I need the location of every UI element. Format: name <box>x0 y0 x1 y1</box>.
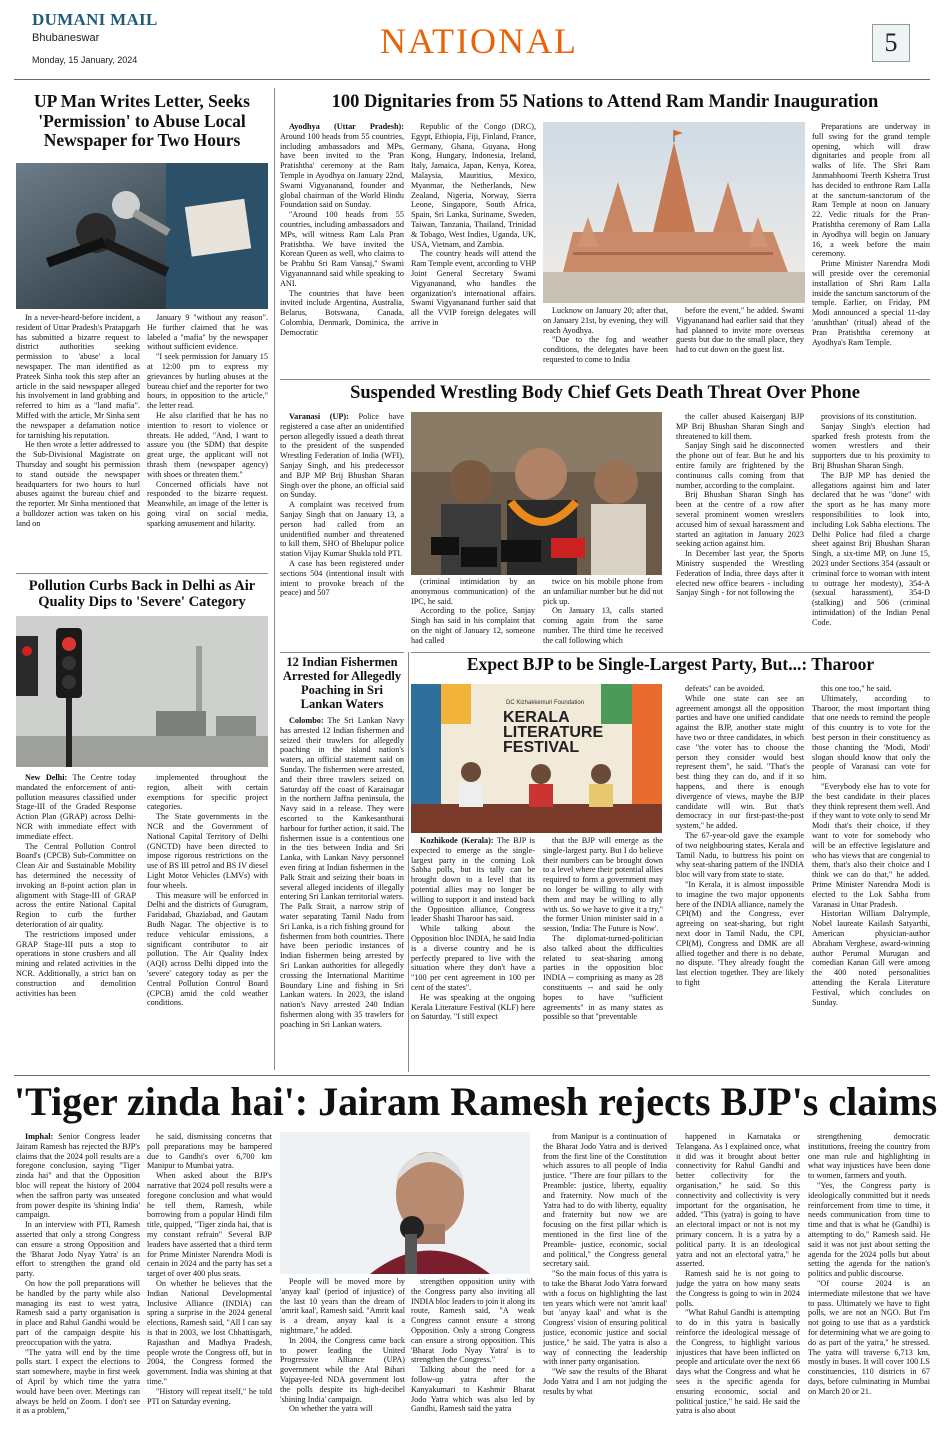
photo-brij-bhushan-media <box>411 412 662 575</box>
text: The Sri Lankan Navy has arrested 12 Indian fishermen and seized their trawlers for allegedly poaching in the island nation's waters, an official statement said on Sunday. The fishermen were arrested, and their three trawlers seized on Saturday off the coast of Karainagar in the northern Jaffna peninsula, the Navy said in a release. They were escorted to the Kankesanthurai harbour for further action, it said. The fishermen issue is a contentious one in the ties between India and Sri Lanka, with Lankan Navy personnel even firing at Indian fishermen in the Palk Strait and seizing their boats in several alleged incidents of illegally entering Sri Lankan territorial waters. The Palk Strait, a narrow strip of water separating Tamil Nadu from Sri Lanka, is a rich fishing ground for fishermen from both countries. There have been periodic instances of Indian fishermen being arrested by Sri Lankan authorities for allegedly crossing the International Maritime Boundary Line and fishing in Sri Lankan waters. In 2023, the island nation's Navy arrested 240 Indian fishermen along with 35 trawlers for poaching in Sri Lankan waters. <box>280 716 404 1029</box>
paragraph: strengthening democratic institutions, freeing the country from one man rule and highlighting in what way injustices have been done to women, farmers and youth. <box>808 1132 930 1181</box>
paragraph: happened in Karnataka or Telangana. As I explained once, what it did was it brought about better connectivity for Rahul Gandhi and better collectivity for the organisation," he said. So this connectivity and collectivity is very important for the organisation, he added. "This (yatra) is going to have an electoral impact or not is not my primary concern. It is a yatra by a political party. It is an ideological yatra and not an electoral yatra," he asserted. <box>676 1132 800 1269</box>
dateline: New Delhi: <box>25 773 68 782</box>
headline-fishermen: 12 Indian Fishermen Arrested for Allegedly Poaching in Sri Lankan Waters <box>282 655 402 711</box>
paragraph: While one state can see an agreement amongst all the opposition parties and have one unified candidate against the BJP, another state might have two or three candidates, in which case "the voter has to choose the person they consider would best represent them", he said. "That's the best thing they can do, and if it so happens, and there is enough divergence of views, maybe the BJP candidate will win. But that's democracy in our first-past-the-post system," he added. <box>676 693 804 831</box>
paragraph <box>16 773 136 842</box>
tharoor-column-1 <box>411 836 535 1072</box>
wrestling-column-2 <box>411 577 535 650</box>
paragraph <box>280 412 404 500</box>
paragraph: Historian William Dalrymple, Nobel laureate Kailash Satyarthi, American physician-author Abraham Verghese, award-winning author Perumal Murugan and comedian Kanan Gill were among the 400 noted personalities attending the Kerala Literature Festival, which concludes on Sunday. <box>812 909 930 1007</box>
paragraph: According to the police, Sanjay Singh has said in his complaint that on the night of January 12, someone had called <box>411 606 535 645</box>
paragraph: On January 13, calls started coming again from the same number. The third time he received the call following which <box>543 606 663 645</box>
paragraph: "So the main focus of this yatra is to take the Bharat Jodo Yatra forward with a focus on highlighting the last ten years which were not 'amrit kaal' but 'anyay kaal' and what is the Congress' vision of ensuring political justice, economic justice and social justice," he said. The yatra is also a way of connecting the leadership with inner party organisation. <box>543 1269 667 1367</box>
page-number: 5 <box>872 24 910 62</box>
paragraph: The State governments in the NCR and the Government of National Capital Territory of Delhi (GNCTD) have been directed to impose rigorous restrictions on the use of BS III petrol and BS IV diesel Light Motor Vehicles (LMVs) with four wheels. <box>147 812 268 890</box>
paragraph: Preparations are underway in full swing for the grand temple opening, which will draw dignitaries and people from all walks of life. The Shri Ram Janmabhoomi Teerth Kshetra Trust has decided to enthrone Ram Lalla at the sanctum-sanctorum of the Ram Temple at noon on January 22. Vedic rituals for the Pran-Pratishtha ceremony of Ram Lalla in Ayodhya will begin on January 16, a week before the main ceremony. <box>812 122 930 259</box>
paragraph: "The yatra will end by the time polls start. I expect the elections to start somewhere, maybe in first week of April by which time the yatra would have been over. Meetings can always be held on Zoom. I don't see it as a problem," <box>16 1347 140 1416</box>
text: Police have registered a case after an unidentified person allegedly issued a death threat to the president of the suspended Wrestling Federation of India (WFI), Sanjay Singh, and his predecessor and BJP MP Brij Bhushan Sharan Singh over the phone, an official said on Sunday. <box>280 412 404 500</box>
wrestling-column-5 <box>812 412 930 650</box>
jairam-column-3 <box>280 1277 405 1442</box>
paragraph: In an interview with PTI, Ramesh asserted that only a strong Congress can ensure a strong Opposition and the 'Bharat Jodo Nyay Yatra' is an effort to strengthen the grand old party. <box>16 1220 140 1279</box>
paragraph: This measure will be enforced in Delhi and the districts of Gurugram, Faridabad, Ghaziabad, and Gautam Budh Nagar. The objective is to reduce vehicular emissions, a significant contributor to air pollution. The Air Quality Index (AQI) across Delhi dipped into the 'severe' category today as per the Central Pollution Control Board (CPCB) amid the cold weather conditions. <box>147 890 268 1008</box>
paragraph <box>280 122 404 210</box>
ram-column-5 <box>812 122 930 376</box>
paragraph: The restrictions imposed under GRAP Stage-III puts a stop to operations in stone crushers and all mining and related activities in the NCR. Additionally, a strict ban on construction and demolition activities has been <box>16 929 136 998</box>
paragraph: (criminal intimidation by an anonymous communication) of the IPC, he said. <box>411 577 535 606</box>
headline-jairam-ramesh: 'Tiger zinda hai': Jairam Ramesh rejects BJP's claims <box>14 1079 938 1124</box>
dateline: Kozhikode (Kerala): <box>420 836 494 845</box>
headline-up-man: UP Man Writes Letter, Seeks 'Permission' to Abuse Local Newspaper for Two Hours <box>34 91 250 151</box>
paragraph: In 2004, the Congress came back to power leading the United Progressive Alliance (UPA) government while the Atal Bihari Vajpayee-led NDA government lost the polls despite its high-decibel 'shining India' campaign. <box>280 1335 405 1404</box>
paragraph <box>280 716 404 1030</box>
paragraph <box>16 1132 140 1220</box>
divider <box>16 573 268 574</box>
paragraph: The 67-year-old gave the example of two neighbouring states, Kerala and Tamil Nadu, to buttress his point on why seat-sharing pattern of the INDIA bloc will vary from state to state. <box>676 830 804 880</box>
pollution-column-1 <box>16 773 136 1073</box>
paragraph: People will be moved more by 'anyay kaal' (period of injustice) of the last 10 years than the dream of 'amrit kaal', Ramesh said. "Amrit kaal is a dream, anyay kaal is a nightmare," he added. <box>280 1277 405 1335</box>
paragraph: Prime Minister Narendra Modi will preside over the ceremonial installation of Shri Ram Lalla inside the sanctum sanctorum of the temple. Earlier, on Friday, PM Modi announced a special 11-day 'anushthan' (ritual) ahead of the Pran Pratishtha ceremony at Ayodhya's Ram Temple. <box>812 259 930 347</box>
paragraph: the caller abused Kaiserganj BJP MP Brij Bhushan Sharan Singh and threatened to kill them. <box>676 412 804 441</box>
paragraph: Concerned officials have not responded to the bizarre request. Meanwhile, an image of the letter is going viral on social media, sparking amusement and hilarity. <box>147 479 268 528</box>
paragraph: Republic of the Congo (DRC), Egypt, Ethiopia, Fiji, Finland, France, Germany, Ghana, Guyana, Hong Kong, Hungary, Indonesia, Ireland, Italy, Jamaica, Japan, Kenya, Korea, Malaysia, Mauritius, Mexico, Myanmar, the Netherlands, New Zealand, Nigeria, Norway, Sierra Leone, Singapore, South Africa, Spain, Sri Lanka, Suriname, Sweden, Taiwan, Tanzania, Thailand, Trinidad & Tobago, West Indies, Uganda, UK, USA, Vietnam, and Zambia. <box>411 122 536 249</box>
fishermen-body <box>280 716 404 1072</box>
paragraph: Lucknow on January 20; after that, on January 21st, by evening, they will reach Ayodhya. <box>543 306 668 335</box>
wrestling-column-1 <box>280 412 404 650</box>
divider <box>280 652 404 653</box>
festival-title-line: FESTIVAL <box>503 739 580 756</box>
text: Around 100 heads from 55 countries, including ambassadors and MPs, have been invited to the 'Pran Pratishtha' ceremony at the Ram Temple in Ayodhya on January 22nd, Swami Vigyananand, founder and global chairman of the World Hindu Foundation said on Sunday. <box>280 131 404 210</box>
paragraph: "What Rahul Gandhi is attempting to do in this yatra is basically reinforce the ideological message of the Congress, to highlight various injustices that have been inflicted on people and articulate over the next 66 days what the Congress and what he sees is the specific agenda for ensuring economic, social and political justice," he said. He said the yatra is also about <box>676 1308 800 1416</box>
paragraph: Ramesh said he is not going to judge the yatra on how many seats the Congress is going to win in 2024 polls. <box>676 1269 800 1308</box>
wrestling-column-3 <box>543 577 663 650</box>
photo-reporters-microphones <box>16 163 268 309</box>
paragraph: The diplomat-turned-politician also talked about the difficulties related to seat-sharing among parties in the opposition bloc INDIA -- comprising as many as 28 constituents -- and said he only hopes to have "sufficient agreements" in as many states as possible so that "preventable <box>543 933 663 1022</box>
paragraph: When asked about the BJP's narrative that 2024 poll results were a foregone conclusion and what would he tell them, Ramesh, while borrowing from a popular Hindi film title, quipped, "Tiger zinda hai, that is my constant refrain" Several BJP leaders have asserted that a third term for Prime Minister Narendra Modi is certain in 2024 and the party has set a target of over 400 plus seats. <box>147 1171 272 1279</box>
paragraph: "Everybody else has to vote for the best candidate in their places they think represent them well. And if they want to vote only to send Mr Modi that's their choice, if they want to vote for somebody who will be an effective legislature and who has views that are congenial to them, that's also their choice and I think we can do that," he added. Prime Minister Narendra Modi is elected to the Lok Sabha from Varanasi in Uttar Pradesh. <box>812 781 930 909</box>
jairam-column-4 <box>411 1277 535 1442</box>
paragraph: "Around 100 heads from 55 countries, including ambassadors and MPs, will witness Ram Lala Pran Pratishtha. We have invited the Korean Queen as well, who claims to be Prabhu Sri Ram Vansaj," Swami Vigyanannand said while speaking to ANI. <box>280 210 404 288</box>
paragraph: "We saw the results of the Bharat Jodo Yatra and I am not judging the results by what <box>543 1367 667 1396</box>
text: The BJP is expected to emerge as the single-largest party in the coming Lok Sabha polls, but its tally can be brought down to a level that its potential allies may no longer be willing to support it and instead back the Opposition alliance, Congress leader Shashi Tharoor has said. <box>411 836 535 924</box>
paragraph: from Manipur is a continuation of the Bharat Jodo Yatra and is derived from the first line of the Constitution which assures to all people of India justice. "There are four pillars to the Preamble: justice, liberty, equality and fraternity. Now much of the Yatra had to do with liberty, equality and fraternity but now we are focusing on the first pillar which is mentioned in the first line of the Preamble- justice, economic, social and political," the Congress general secretary said. <box>543 1132 667 1269</box>
up-man-column-2 <box>147 313 268 575</box>
photo-kerala-literature-festival <box>411 684 662 833</box>
tharoor-column-3 <box>676 684 804 1072</box>
paragraph: before the event," he added. Swami Vigyananand had earlier said that they had planned to invite more overseas guests but due to the small place, they had to cut down on the guest list. <box>676 306 804 355</box>
jairam-column-5 <box>543 1132 667 1442</box>
paragraph: He was speaking at the ongoing Kerala Literature Festival (KLF) here on Saturday. "I still expect <box>411 992 535 1022</box>
paragraph: On whether the yatra will <box>289 1404 373 1414</box>
paragraph: "In Kerala, it is almost impossible to imagine the two major opponents here of the INDIA alliance, namely the CPI(M) and the Congress, ever agreeing on seat-sharing, but right next door in Tamil Nadu, the CPI, CPI(M), Congress and DMK are all allied together and there is no debate, no dispute. 'They already fought the last election together. They are likely to fight <box>676 879 804 987</box>
headline-wrestling: Suspended Wrestling Body Chief Gets Death Threat Over Phone <box>350 383 860 403</box>
paragraph: While talking about the Opposition bloc INDIA, he said India is a diverse country and he is perfectly prepared to live with the situation where they don't have a "100 per cent agreement in 100 per cent of the states". <box>411 924 535 992</box>
paragraph: Ultimately, according to Tharoor, the most important thing that one needs to remind the people of this country is to vote for the best person in their constituency as those chanting the 'Modi, Modi' slogan should know that only the people of Varanasi can vote for him. <box>812 693 930 782</box>
text: The Centre today mandated the enforcement of anti-pollution measures classified under Stage-III of the Graded Response Action Plan (GRAP) across Delhi-NCR with immediate effect with immediate effect. <box>16 773 136 841</box>
issue-date: Monday, 15 January, 2024 <box>32 55 138 65</box>
paragraph: Sanjay Singh's election had sparked fresh protests from the women wrestlers and their supporters due to his proximity to Brij Bhushan Sharan Singh. <box>812 421 930 470</box>
paragraph: defeats" can be avoided. <box>685 684 765 693</box>
paragraph: twice on his mobile phone from an unfamiliar number but he did not pick up. <box>543 577 663 606</box>
dateline: Ayodhya (Uttar Pradesh): <box>289 122 404 131</box>
paragraph: The countries that have been invited include Argentina, Australia, Belarus, Botswana, Canada, Colombia, Denmark, Dominica, the Democratic <box>280 288 404 337</box>
festival-title <box>503 710 603 755</box>
tharoor-column-2 <box>543 836 663 1072</box>
paragraph: "History will repeat itself," he told PTI on Saturday evening. <box>147 1386 272 1406</box>
photo-ram-temple <box>543 122 805 303</box>
wrestling-column-4 <box>676 412 804 650</box>
dateline: Colombo: <box>289 716 324 725</box>
newspaper-city: Bhubaneswar <box>32 32 100 44</box>
tharoor-column-4 <box>812 684 930 1072</box>
paragraph: The country heads will attend the Ram Temple event, according to VHP Joint General Secretary Swami Vigyananand, who handles the organization's international affairs. Swami Vigyananand further said that all the VVIP foreign delegates will arrive in <box>411 249 536 327</box>
text: Senior Congress leader Jairam Ramesh has rejected the BJP's claims that the 2024 poll results are a foregone conclusion, saying "Tiger zinda hai" and that the Opposition bloc will repeat the history of 2004 when the saffron party was unseated from power despite its 'shining India' campaign. <box>16 1132 140 1220</box>
section-title: NATIONAL <box>380 21 578 61</box>
paragraph: A case has been registered under sections 504 (intentional insult with intent to provoke breach of the peace) and 507 <box>280 558 404 598</box>
paragraph: In a never-heard-before incident, a resident of Uttar Pradesh's Pratapgarh has submitted a bizarre request to district authorities seeking permission to 'abuse' a local newspaper. The man identified as Prateek Sinha took this step after an article in the said newspaper alleged his involvement in land grabbing and referred to him as a "land mafia". Miffed with the article, Mr Sinha sent the newspaper a defamation notice for tarnishing his reputation. <box>16 313 140 440</box>
paragraph: Brij Bhushan Sharan Singh has been at the centre of a row after several prominent women wrestlers accused him of sexual harassment and started an agitation in January 2023 seeking action against him. <box>676 490 804 549</box>
divider <box>280 379 930 380</box>
paragraph: In December last year, the Sports Ministry suspended the Wrestling Federation of India, three days after it elected new office bearers - including Sanjay Singh - for not following the <box>676 549 804 598</box>
ram-column-2 <box>411 122 536 376</box>
paragraph: He then wrote a letter addressed to the Sub-Divisional Magistrate on Thursday and sought his permission to stand outside the newspaper headquarters for two hours to hurl abuses against the bureau chief and the reporter. Mr Sinha mentioned that a bulldozer action was taken on his land on <box>16 440 140 528</box>
ram-column-1 <box>280 122 404 376</box>
paragraph: this one too," he said. <box>821 684 892 693</box>
paragraph: The BJP MP has denied the allegations against him and later declared that he was "done" with the sport as he has many more responsibilities to look into, including Lok Sabha elections. The Delhi Police had filed a charge sheet against Brij Bhushan Sharan Singh, a six-time MP, on June 15, 2023 under Sections 354 (assault or criminal force to woman with intent to outrage her modesty), 354-A (sexual harassment), 354-D (stalking) and 506 (criminal intimidation) of the Indian Penal Code. <box>812 470 930 627</box>
paragraph: implemented throughout the region, albeit with certain exemptions for specific project categories. <box>147 773 268 812</box>
paragraph: Sanjay Singh said he disconnected the phone out of fear. But he and his entire family are frightened by the continuous calls coming from that number, according to the complaint. <box>676 441 804 490</box>
jairam-column-2 <box>147 1132 272 1442</box>
column-rule <box>274 88 275 1070</box>
festival-sponsor: DC Kizhakkemuri Foundation <box>506 700 585 706</box>
paragraph: "Yes, the Congress party is ideologically committed but it needs reinforcement from time to time, it needs communication from time to time and that is what he (Gandhi) is attempting to do," Ramesh said. He said it was not just about setting the agenda for the 2024 polls but about setting the agenda for the nation's politics and public discourse. <box>808 1180 930 1279</box>
headline-ram-mandir: 100 Dignitaries from 55 Nations to Attend Ram Mandir Inauguration <box>331 92 879 112</box>
ram-column-4 <box>676 306 804 376</box>
festival-title-line: LITERATURE <box>503 724 604 741</box>
paragraph: On whether he believes that the Indian National Developmental Inclusive Alliance (INDIA) can spring a surprise in the 2024 general elections, Ramesh said, "All I can say is that in 2003, we lost Chhattisgarh, Rajasthan and Madhya Pradesh, people wrote the Congress off, but in 2004, the Congress formed the government. India was shining at that time." <box>147 1278 272 1386</box>
masthead-rule <box>14 79 930 80</box>
dateline: Imphal: <box>25 1132 54 1141</box>
divider <box>14 1075 930 1076</box>
paragraph: provisions of its constitution. <box>821 412 917 421</box>
paragraph: The Central Pollution Control Board's (CPCB) Sub-Committee on Clean Air and Sustainable Mobility has determined the necessity of invoking an 8-point action plan in alignment with Stage-III of GRAP across the entire National Capital Region to curb the further deterioration of air quality. <box>16 841 136 929</box>
jairam-column-7 <box>808 1132 930 1442</box>
paragraph: Talking about the need for a follow-up yatra after the Kanyakumari to Kashmir Bharat Jodo Yatra which was also led by Gandhi, Ramesh said the yatra <box>411 1365 535 1414</box>
jairam-column-6 <box>676 1132 800 1442</box>
paragraph: January 9 "without any reason". He further claimed that he was labeled a "mafia" by the newspaper without sufficient evidence. <box>147 313 268 352</box>
jairam-column-1 <box>16 1132 140 1442</box>
festival-title-line: KERALA <box>503 709 570 726</box>
paragraph: he said, dismissing concerns that poll preparations may be hampered due to Gandhi's over 6,700 km Manipur to Mumbai yatra. <box>147 1132 272 1171</box>
newspaper-name: DUMANI MAIL <box>32 10 158 29</box>
paragraph: "I seek permission for January 15 at 12:00 pm to express my grievances by hurling abuses at the bureau chief and the reporter for two hours, in opposition to the article," the letter read. <box>147 352 268 411</box>
ram-column-3 <box>543 306 668 376</box>
paragraph <box>411 836 535 924</box>
dateline: Varanasi (UP): <box>289 412 349 421</box>
paragraph: He also clarified that he has no intention to resort to violence or threats. He added, "And, I want to assure you (the SDM) that despite great urge, the applicant will not thrash them (newspaper agency) with shoes or threaten them." <box>147 410 268 479</box>
paragraph: "Due to the fog and weather conditions, the delegates have been requested to come to India <box>543 335 668 364</box>
headline-pollution: Pollution Curbs Back in Delhi as Air Quality Dips to 'Severe' Category <box>28 578 256 611</box>
headline-tharoor: Expect BJP to be Single-Largest Party, But...: Tharoor <box>466 654 875 674</box>
paragraph: strengthen opposition unity with the Congress party also inviting all INDIA bloc leaders to join it along its route, Ramesh said, "A weak Congress cannot ensure a strong Opposition. Only a strong Congress can ensure a strong opposition. This 'Bharat Jodo Nyay Yatra' is to strengthen the Congress." <box>411 1277 535 1365</box>
paragraph: A complaint was received from Sanjay Singh that on January 13, a person had called from an unidentified number and threatened to kill them, SHO of Bhelupur police station Vijay Kumar Shukla told PTI. <box>280 500 404 559</box>
pollution-column-2 <box>147 773 268 1073</box>
photo-jairam-ramesh <box>280 1132 530 1274</box>
paragraph: On how the poll preparations will be handled by the party while also managing its east to west yatra, Ramesh said a party organisation is in place and Rahul Gandhi would be part of the campaign despite his preoccupation with the yatra. <box>16 1278 140 1347</box>
up-man-column-1 <box>16 313 140 575</box>
photo-smog-traffic-light <box>16 616 268 767</box>
divider <box>411 652 930 653</box>
paragraph: that the BJP will emerge as the single-largest party. But I do believe their numbers can be brought down to a level where their potential allies required to form a government may no longer be willing to ally with them and may be willing to ally with us. So we have to give it a try," the former Union minister said in a session, 'India: The Future is Now'. <box>543 836 663 934</box>
column-rule <box>408 652 409 1072</box>
paragraph: "Of course 2024 is an intermediate milestone that we have to pass. Ultimately we have to fight polls, we are not an NGO. But I'm not going to use that as a yardstick for determining what we are going to do as part of the yatra," he stressed. The yatra will traverse 6,713 km, mostly in buses. It will cover 100 LS constituencies, 110 districts in 67 days, before culminating in Mumbai on March 20 or 21. <box>808 1278 930 1396</box>
